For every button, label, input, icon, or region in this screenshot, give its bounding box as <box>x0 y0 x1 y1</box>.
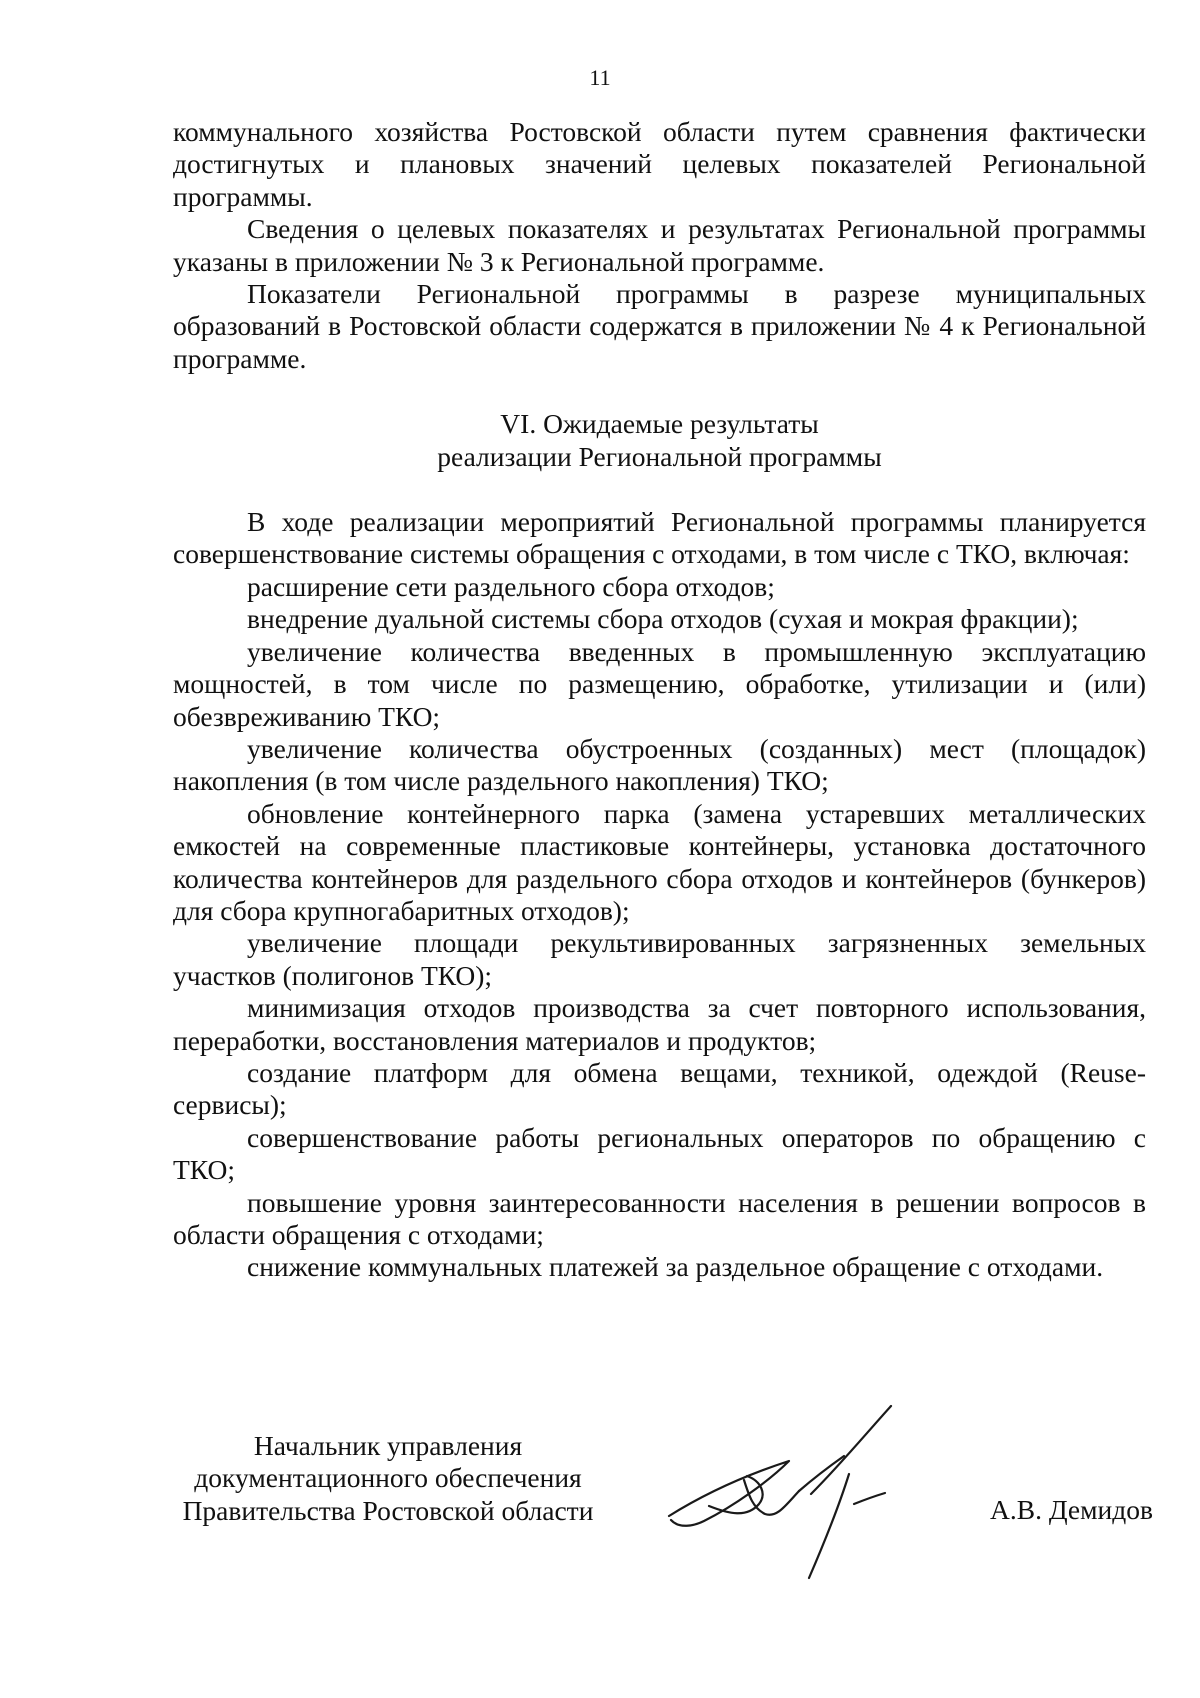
paragraph-municipal-indicators: Показатели Региональной программы в разрезе муниципальных образований в Ростовской области содержатся в приложении № 4 к Региональной программе. <box>173 278 1146 374</box>
signatory-title <box>173 1430 603 1527</box>
result-item: создание платформ для обмена вещами, техникой, одеждой (Reuse-сервисы); <box>173 1056 1146 1121</box>
result-item: совершенствование работы региональных операторов по обращению с ТКО; <box>173 1121 1146 1186</box>
document-body <box>173 116 1146 1284</box>
result-item: увеличение количества обустроенных (созданных) мест (площадок) накопления (в том числе раздельного накопления) ТКО; <box>173 732 1146 797</box>
result-item: обновление контейнерного парка (замена устаревших металлических емкостей на современные пластиковые контейнеры, установка достаточного количества контейнеров для раздельного сбора отходов и контейнеров (бункеров) для сбора крупногабаритных отходов); <box>173 797 1146 926</box>
section-heading <box>173 408 1146 473</box>
page-number: 11 <box>589 65 611 90</box>
result-item: расширение сети раздельного сбора отходов; <box>247 570 775 602</box>
result-item: минимизация отходов производства за счет повторного использования, переработки, восстановления материалов и продуктов; <box>173 992 1146 1056</box>
section-heading-line1: VI. Ожидаемые результаты <box>500 408 819 440</box>
signatory-title-line3: Правительства Ростовской области <box>182 1494 594 1526</box>
signatory-title-line2: документационного обеспечения <box>194 1462 582 1494</box>
result-item: внедрение дуальной системы сбора отходов (сухая и мокрая фракции); <box>247 603 1079 635</box>
result-item: снижение коммунальных платежей за раздельное обращение с отходами. <box>247 1251 1104 1283</box>
section-heading-line2: реализации Региональной программы <box>437 440 882 472</box>
handwritten-signature <box>649 1396 929 1586</box>
result-item: повышение уровня заинтересованности населения в решении вопросов в области обращения с отходами; <box>173 1186 1146 1250</box>
paragraph-target-indicators: Сведения о целевых показателях и результатах Региональной программы указаны в приложении № 3 к Региональной программе. <box>173 213 1146 277</box>
result-item: увеличение площади рекультивированных загрязненных земельных участков (полигонов ТКО); <box>173 927 1146 991</box>
signature-block <box>173 1430 1153 1590</box>
signatory-title-line1: Начальник управления <box>253 1430 523 1461</box>
paragraph-continuation: коммунального хозяйства Ростовской области путем сравнения фактически достигнутых и плановых значений целевых показателей Региональной программы. <box>173 116 1146 212</box>
result-item: увеличение количества введенных в промышленную эксплуатацию мощностей, в том числе по размещению, обработке, утилизации и (или) обезвреживанию ТКО; <box>173 635 1146 732</box>
results-intro: В ходе реализации мероприятий Региональной программы планируется совершенствование системы обращения с отходами, в том числе с ТКО, включая: <box>173 506 1146 570</box>
signatory-name: А.В. Демидов <box>990 1494 1153 1525</box>
